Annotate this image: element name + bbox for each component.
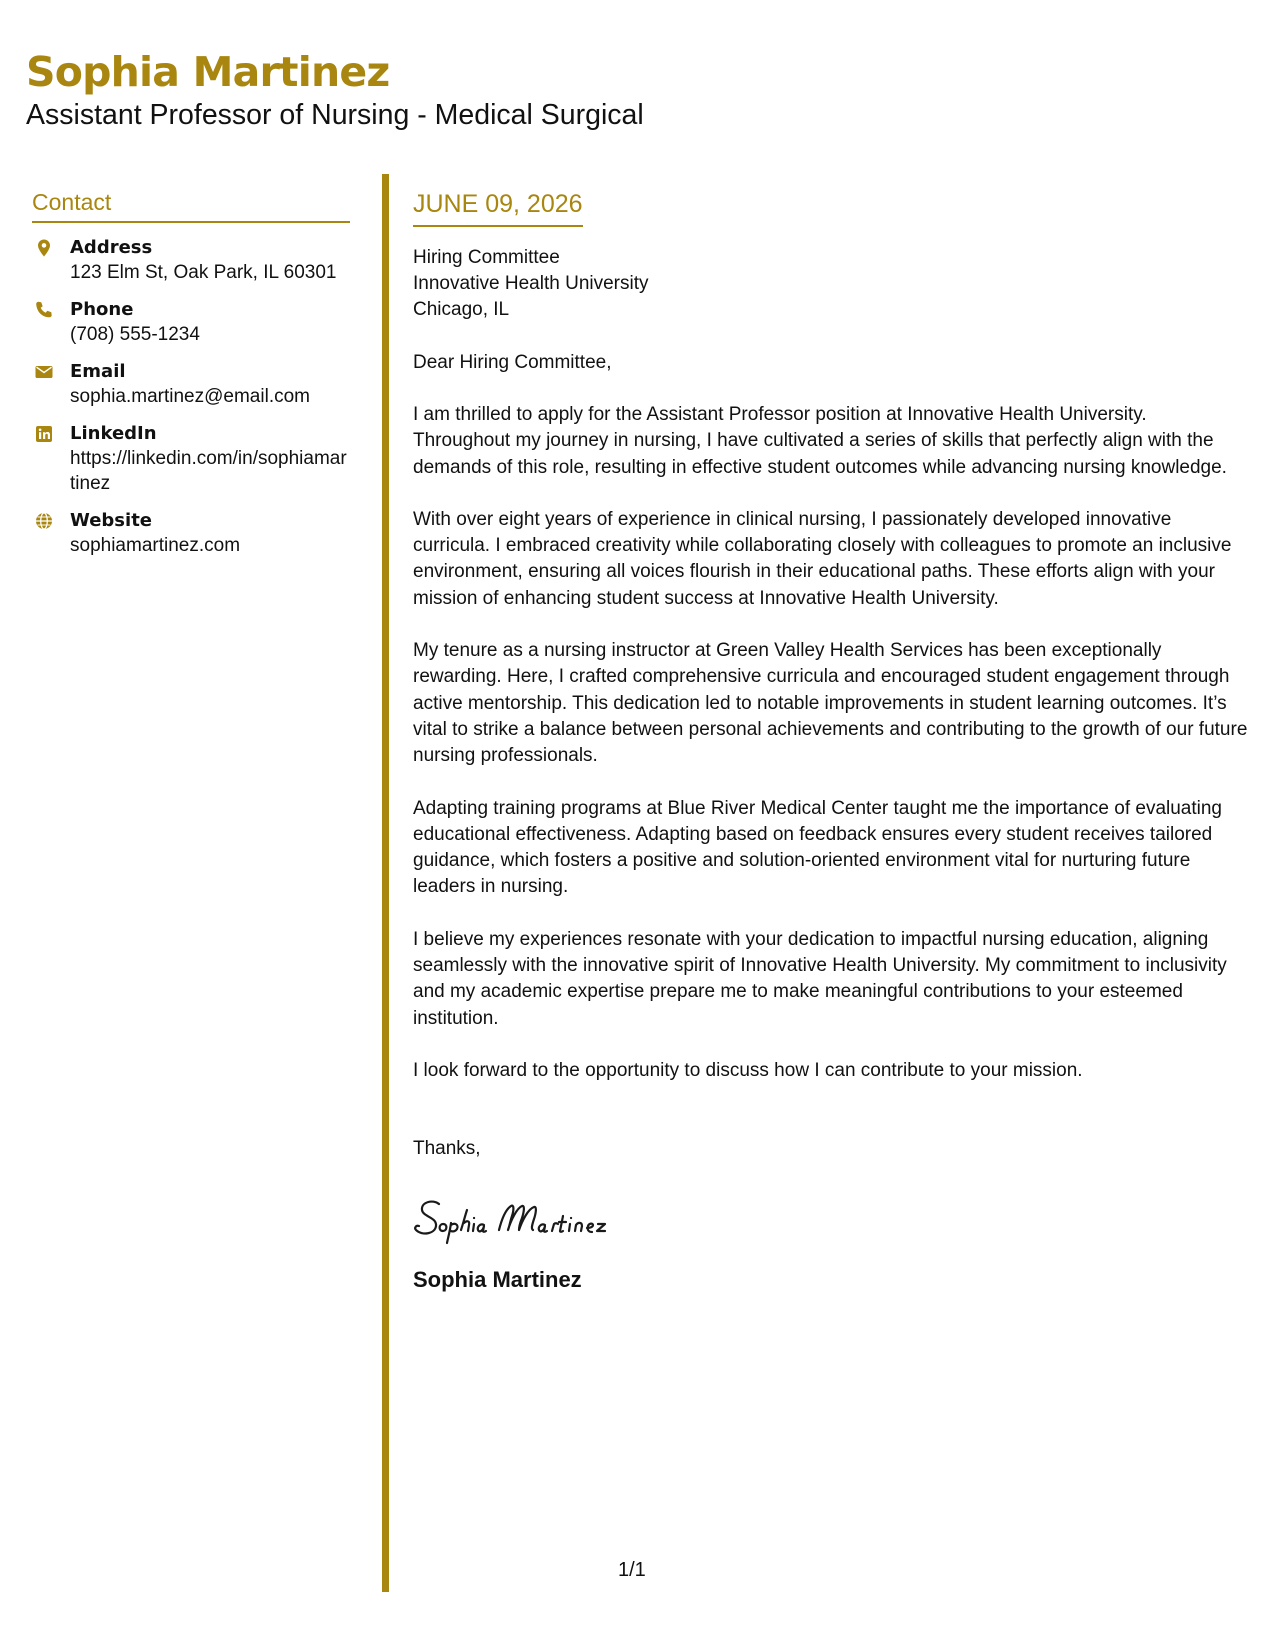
- letter-date: JUNE 09, 2026: [413, 188, 583, 227]
- contact-item-phone: [32, 297, 350, 347]
- vertical-divider: [382, 174, 389, 1592]
- body-paragraph: Adapting training programs at Blue River Medical Center taught me the importance of evaluating educational effectiveness. Adapting based on feedback ensures every student receives tailored guidance, which fosters a positive and solution-oriented environment vital for nurturing future leaders in nursing.: [413, 797, 1222, 898]
- contact-item-email: [32, 359, 350, 409]
- recipient-line: Hiring Committee: [413, 247, 560, 268]
- letter-header: [26, 46, 644, 132]
- contact-value[interactable]: sophiamartinez.com: [70, 535, 241, 556]
- signed-name: Sophia Martinez: [413, 1267, 582, 1293]
- envelope-icon: [34, 362, 54, 382]
- recipient-line: Chicago, IL: [413, 299, 510, 320]
- phone-icon: [34, 300, 54, 320]
- applicant-title: Assistant Professor of Nursing - Medical Surgical: [26, 99, 644, 131]
- contact-label: LinkedIn: [70, 423, 157, 444]
- contact-label: Website: [70, 510, 153, 531]
- body-paragraph: I believe my experiences resonate with your dedication to impactful nursing education, aligning seamlessly with the innovative spirit of Innovative Health University. My commitment to inclusivity and my academic expertise prepare me to make meaningful contributions to your esteemed institution.: [413, 928, 1227, 1029]
- handwritten-signature: [413, 1190, 1248, 1246]
- contact-sidebar: [32, 187, 350, 570]
- body-paragraph: I am thrilled to apply for the Assistant Professor position at Innovative Health University. Throughout my journey in nursing, I have cultivated a series of skills that perfectly align with the demands of this role, resulting in effective student outcomes while advancing nursing knowledge.: [413, 404, 1227, 478]
- body-paragraph: With over eight years of experience in clinical nursing, I passionately developed innovative curricula. I embraced creativity while collaborating closely with colleagues to promote an inclusive environment, ensuring all voices flourish in their educational paths. These efforts align with your mission of enhancing student success at Innovative Health University.: [413, 508, 1232, 609]
- recipient-line: Innovative Health University: [413, 273, 649, 294]
- contact-label: Email: [70, 361, 126, 382]
- linkedin-icon: [34, 424, 54, 444]
- letter-body: [413, 188, 1248, 1294]
- contact-value[interactable]: https://linkedin.com/in/sophiamartinez: [70, 448, 347, 494]
- contact-item-linkedin: [32, 421, 350, 496]
- closing: Thanks,: [413, 1138, 481, 1160]
- globe-icon: [34, 511, 54, 531]
- body-paragraph: I look forward to the opportunity to discuss how I can contribute to your mission.: [413, 1059, 1083, 1081]
- applicant-name: Sophia Martinez: [26, 48, 390, 96]
- contact-label: Address: [70, 237, 153, 258]
- contact-item-address: [32, 235, 350, 285]
- contact-value: sophia.martinez@email.com: [70, 386, 310, 407]
- contact-heading: Contact: [32, 187, 350, 223]
- map-pin-icon: [34, 238, 54, 258]
- contact-item-website: [32, 508, 350, 558]
- contact-value: 123 Elm St, Oak Park, IL 60301: [70, 262, 337, 283]
- body-paragraph: My tenure as a nursing instructor at Green Valley Health Services has been exceptionally rewarding. Here, I crafted comprehensive curricula and encouraged student engagement through active mentorship. This dedication led to notable improvements in student learning outcomes. It’s vital to strike a balance between personal achievements and contributing to the growth of our future nursing professionals.: [413, 640, 1248, 767]
- page-number: 1/1: [618, 1559, 646, 1581]
- recipient-block: [413, 245, 1248, 323]
- contact-label: Phone: [70, 299, 134, 320]
- contact-value: (708) 555-1234: [70, 324, 200, 345]
- salutation: Dear Hiring Committee,: [413, 352, 612, 373]
